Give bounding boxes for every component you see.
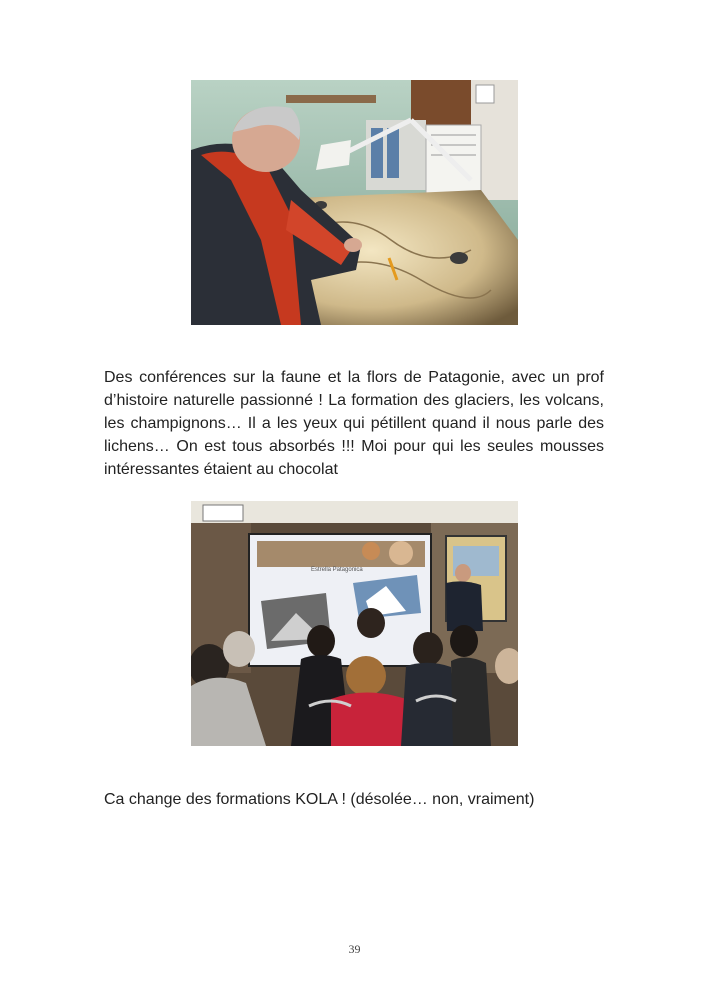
paragraph-conferences: Des conférences sur la faune et la flors de Patagonie, avec un prof d’histoire naturelle passionné ! La formation des glaciers, les volcans, les champignons… Il a les yeux qui pétillent quand il nous parle des lichens… On est tous absorbés !!! Moi pour qui les seules mousses intéressantes étaient au chocolat bbox=[104, 369, 604, 478]
photo-chart-table bbox=[191, 80, 518, 325]
photo-lecture-image bbox=[191, 501, 518, 746]
paragraph-kola: Ca change des formations KOLA ! (désolée… non, vraiment) bbox=[104, 791, 535, 808]
slide-caption: Estrella Patagonica bbox=[311, 567, 363, 573]
photo-lecture bbox=[191, 501, 518, 746]
photo-chart-table-image bbox=[191, 80, 518, 325]
page-number: 39 bbox=[348, 942, 361, 956]
